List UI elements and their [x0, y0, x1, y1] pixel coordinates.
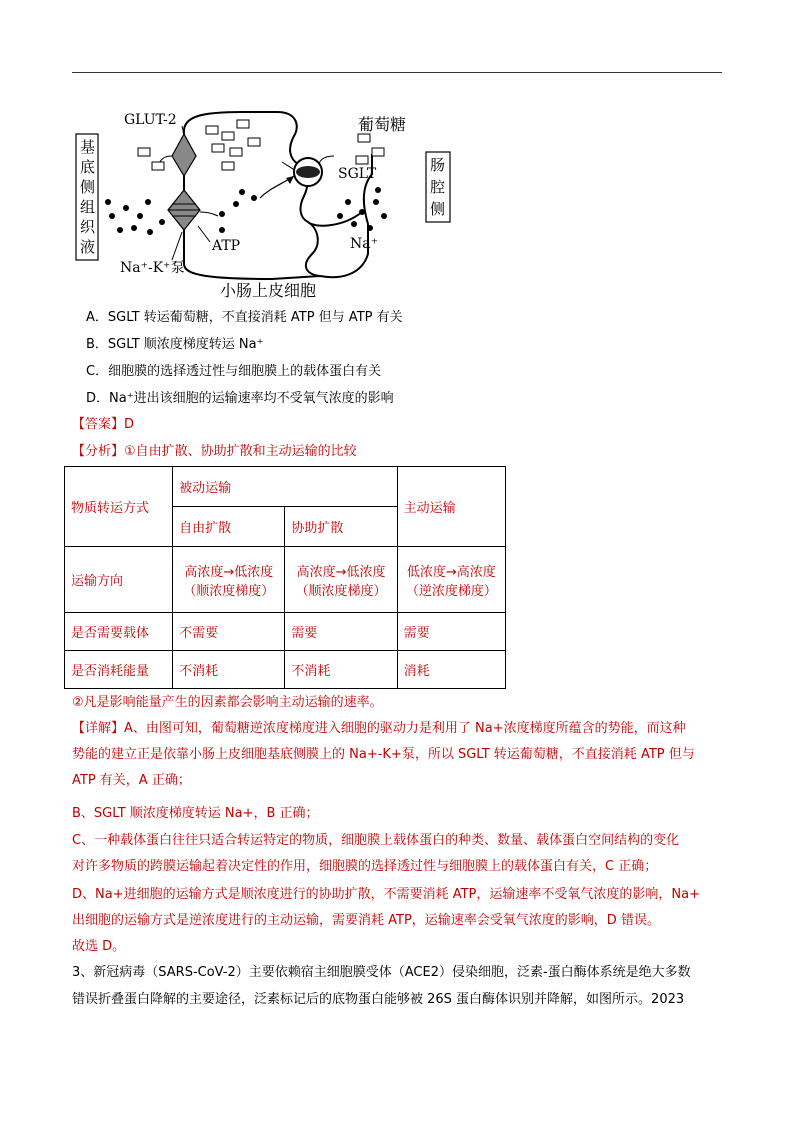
answer-line	[72, 416, 134, 434]
cell-transport-figure	[72, 104, 452, 304]
detail-line-4: B、SGLT 顺浓度梯度转运 Na+，B 正确；	[72, 806, 319, 821]
left-char: 侧	[80, 178, 96, 196]
detail-line-3: ATP 有关，A 正确；	[72, 773, 191, 788]
analysis-tag: 【分析】	[72, 444, 125, 459]
atp-label: ATP	[212, 238, 241, 254]
option-c: C．细胞膜的选择透过性与细胞膜上的载体蛋白有关	[86, 364, 382, 379]
left-char: 液	[80, 238, 96, 256]
left-char: 织	[80, 218, 96, 236]
row-direction-label: 运输方向	[65, 547, 173, 613]
dir-active: 低浓度→高浓度 （逆浓度梯度）	[397, 547, 505, 613]
detail-line-7: D、Na+进细胞的运输方式是顺浓度进行的协助扩散，不需要消耗 ATP，运输速率不受氧气浓度的影响，Na+	[72, 887, 700, 902]
answer-value: D	[124, 417, 135, 432]
h-facilitated: 协助扩散	[285, 507, 397, 547]
na-label: Na⁺	[350, 236, 378, 252]
glut2-label: GLUT-2	[124, 112, 177, 128]
note-2: ②凡是影响能量产生的因素都会影响主动运输的速率。	[72, 695, 383, 710]
energy-active: 消耗	[397, 651, 505, 689]
question3-line-2: 错误折叠蛋白降解的主要途径，泛素标记后的底物蛋白能够被 26S 蛋白酶体识别并降解，如图所示。2023	[72, 992, 685, 1007]
h-passive: 被动运输	[173, 467, 398, 507]
glucose-label: 葡萄糖	[358, 115, 407, 134]
comparison-table	[64, 466, 506, 689]
detail-line-8: 出细胞的运输方式是逆浓度进行的主动运输，需要消耗 ATP，运输速率会受氧气浓度的影响，D 错误。	[72, 913, 660, 928]
left-char: 底	[80, 158, 96, 176]
left-char: 组	[80, 198, 96, 216]
row-carrier-label: 是否需要载体	[65, 613, 173, 651]
right-char: 侧	[430, 200, 446, 218]
h-method: 物质转运方式	[65, 467, 173, 547]
row-energy-label: 是否消耗能量	[65, 651, 173, 689]
header-rule	[72, 72, 722, 73]
analysis-line	[72, 443, 357, 461]
detail-line-6: 对许多物质的跨膜运输起着决定性的作用，细胞膜的选择透过性与细胞膜上的载体蛋白有关，C 正确；	[72, 859, 658, 874]
na-ions	[105, 187, 387, 235]
question3-line-1: 3、新冠病毒（SARS-CoV-2）主要依赖宿主细胞膜受体（ACE2）侵染细胞，泛素-蛋白酶体系统是绝大多数	[72, 965, 691, 980]
carrier-active: 需要	[397, 613, 505, 651]
analysis-text: ①自由扩散、协助扩散和主动运输的比较	[124, 444, 357, 459]
left-char: 基	[80, 138, 96, 156]
detail-line-2: 势能的建立正是依靠小肠上皮细胞基底侧膜上的 Na+-K+泵，所以 SGLT 转运葡萄糖，不直接消耗 ATP 但与	[72, 747, 695, 762]
right-char: 肠	[430, 156, 446, 174]
detail-line-1	[72, 720, 686, 738]
answer-tag: 【答案】	[72, 417, 125, 432]
carrier-free: 不需要	[173, 613, 285, 651]
right-char: 腔	[430, 178, 446, 196]
detail-line-9: 故选 D。	[72, 939, 126, 954]
detail-tag: 【详解】	[72, 721, 125, 736]
option-a: A．SGLT 转运葡萄糖，不直接消耗 ATP 但与 ATP 有关	[86, 310, 403, 325]
lumen-label	[430, 156, 445, 218]
h-free: 自由扩散	[173, 507, 285, 547]
glucose-arrow	[160, 156, 172, 162]
h-active: 主动运输	[397, 467, 505, 547]
option-b: B．SGLT 顺浓度梯度转运 Na⁺	[86, 337, 264, 352]
detail-text: A、由图可知，葡萄糖逆浓度梯度进入细胞的驱动力是利用了 Na+浓度梯度所蕴含的势能，而这种	[124, 721, 686, 736]
option-d: D．Na⁺进出该细胞的运输速率均不受氧气浓度的影响	[86, 391, 394, 406]
dir-facilitated: 高浓度→低浓度 （顺浓度梯度）	[285, 547, 397, 613]
carrier-facilitated: 需要	[285, 613, 397, 651]
energy-free: 不消耗	[173, 651, 285, 689]
pump-arrow	[200, 212, 218, 216]
glut2-transporter	[172, 134, 196, 176]
figure-caption: 小肠上皮细胞	[220, 281, 317, 300]
sglt-label: SGLT	[338, 166, 377, 182]
detail-line-5: C、一种载体蛋白往往只适合转运特定的物质，细胞膜上载体蛋白的种类、数量、载体蛋白空间结构的变化	[72, 833, 680, 848]
energy-facilitated: 不消耗	[285, 651, 397, 689]
dir-free: 高浓度→低浓度 （顺浓度梯度）	[173, 547, 285, 613]
pump-label: Na⁺-K⁺泵	[120, 260, 185, 276]
